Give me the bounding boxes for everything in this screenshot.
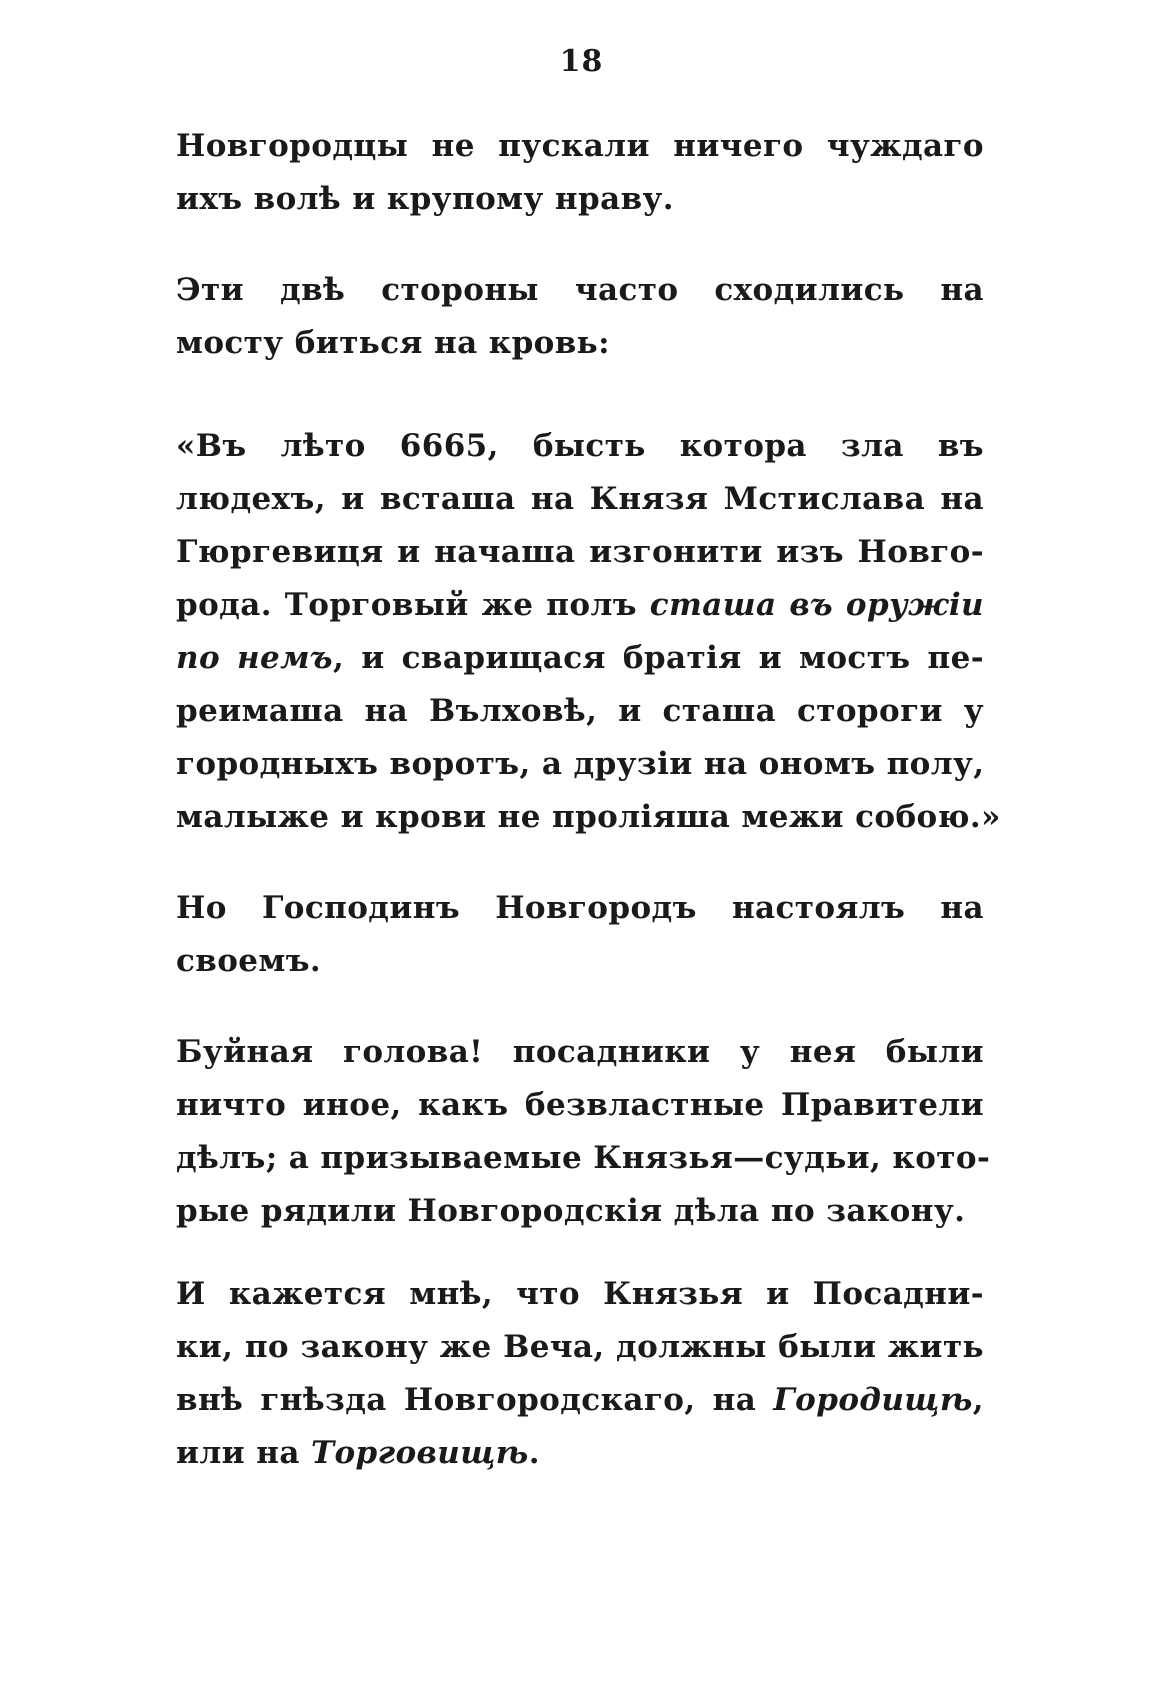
text-line: реимаша на Вълховѣ, и сташа стороги у [176, 693, 984, 729]
text-line: малыже и крови не пролiяша межи собою.» [176, 799, 1001, 835]
text-line: ничто иное, какъ безвластные Правители [176, 1087, 984, 1123]
text-line: Эти двѣ стороны часто сходились на [176, 272, 984, 308]
text-line: И кажется мнѣ, что Князья и Посадни- [176, 1276, 984, 1312]
text-line: Буйная голова! посадники у нея были [176, 1034, 984, 1070]
paragraph-4 [176, 882, 984, 988]
text-line: Но Господинъ Новгородъ настоялъ на [176, 890, 984, 926]
text-run: или на [176, 1435, 312, 1471]
paragraph-1 [176, 120, 984, 226]
text-line: ихъ волѣ и крупому нраву. [176, 181, 674, 217]
text-line [176, 579, 984, 632]
text-line: людехъ, и всташа на Князя Мстислава на [176, 481, 984, 517]
text-line: рые рядили Новгородскiя дѣла по закону. [176, 1193, 966, 1229]
paragraph-3-quotation [176, 420, 1001, 844]
text-line [176, 1427, 984, 1480]
page-number: 18 [559, 44, 604, 79]
body-text [176, 120, 1001, 1480]
italic-run: Торговищѣ [311, 1435, 529, 1471]
text-line: мосту биться на кровь: [176, 325, 610, 361]
paragraph-5 [176, 1026, 991, 1238]
italic-run: Городищѣ [773, 1382, 973, 1418]
text-line [176, 1374, 984, 1427]
text-run: . [528, 1435, 540, 1471]
text-line: городныхъ воротъ, а друзiи на ономъ полу, [176, 746, 985, 782]
italic-run: сташа въ оружiи [649, 587, 984, 623]
text-run: рода. Торговый же полъ [176, 587, 650, 623]
text-line: своемъ. [176, 943, 322, 979]
text-run: , [972, 1382, 984, 1418]
text-line [176, 632, 984, 685]
text-line: Гюргевиця и начаша изгонити изъ Новго- [176, 534, 984, 570]
text-run: внѣ гнѣзда Новгородскаго, на [176, 1382, 774, 1418]
paragraph-2 [176, 264, 984, 370]
text-line: Новгородцы не пускали ничего чуждаго [176, 128, 984, 164]
text-line: дѣлъ; а призываемые Князья—судьи, кото- [176, 1140, 991, 1176]
text-run: , и сварищася братiя и мостъ пе- [332, 640, 985, 676]
text-line: ки, по закону же Веча, должны были жить [176, 1329, 984, 1365]
paragraph-6 [176, 1268, 984, 1480]
italic-run: по немъ [176, 640, 333, 676]
text-line: «Въ лѣто 6665, бысть котора зла въ [176, 428, 984, 464]
